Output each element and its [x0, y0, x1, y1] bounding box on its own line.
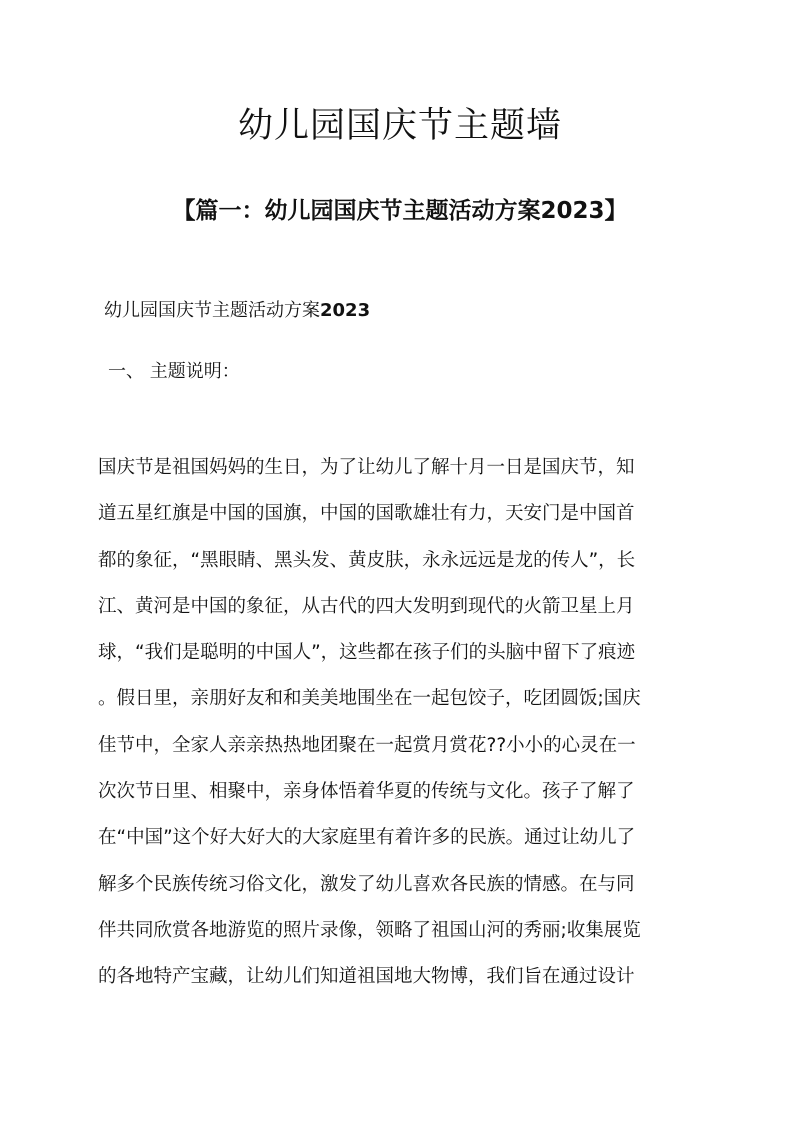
body-line: 江、黄河是中国的象征，从古代的四大发明到现代的火箭卫星上月 — [98, 595, 635, 617]
body-line: 佳节中，全家人亲亲热热地团聚在一起赏月赏花??小小的心灵在一 — [98, 734, 636, 756]
section-heading-text: 幼儿园国庆节主题活动方案 — [104, 300, 320, 321]
body-line: 国庆节是祖国妈妈的生日，为了让幼儿了解十月一日是国庆节，知 — [98, 457, 635, 478]
body-line: 都的象征，“黑眼睛、黑头发、黄皮肤，永永远远是龙的传人”，长 — [98, 549, 636, 571]
body-line: 次次节日里、相聚中，亲身体悟着华夏的传统与文化。孩子了解了 — [98, 781, 635, 803]
body-line: 伴共同欣赏各地游览的照片录像，领略了祖国山河的秀丽;收集展览 — [98, 919, 641, 941]
section-heading — [104, 296, 370, 322]
subheading-theme-description: 一、 主题说明： — [108, 361, 240, 382]
body-line: 在“中国”这个好大好大的大家庭里有着许多的民族。通过让幼儿了 — [98, 827, 636, 849]
document-subtitle: 【篇一：幼儿园国庆节主题活动方案2023】 — [172, 198, 628, 224]
body-line: 道五星红旗是中国的国旗，中国的国歌雄壮有力，天安门是中国首 — [98, 503, 635, 525]
body-paragraph — [98, 456, 718, 1012]
body-line: 的各地特产宝藏，让幼儿们知道祖国地大物博，我们旨在通过设计 — [98, 966, 635, 988]
body-line: 球，“我们是聪明的中国人”，这些都在孩子们的头脑中留下了痕迹 — [98, 642, 636, 664]
section-heading-year: 2023 — [320, 300, 371, 321]
document-title: 幼儿园国庆节主题墙 — [237, 106, 562, 146]
body-line: 。假日里，亲朋好友和和美美地围坐在一起包饺子，吃团圆饭;国庆 — [98, 688, 641, 710]
body-line: 解多个民族传统习俗文化，激发了幼儿喜欢各民族的情感。在与同 — [98, 873, 635, 895]
